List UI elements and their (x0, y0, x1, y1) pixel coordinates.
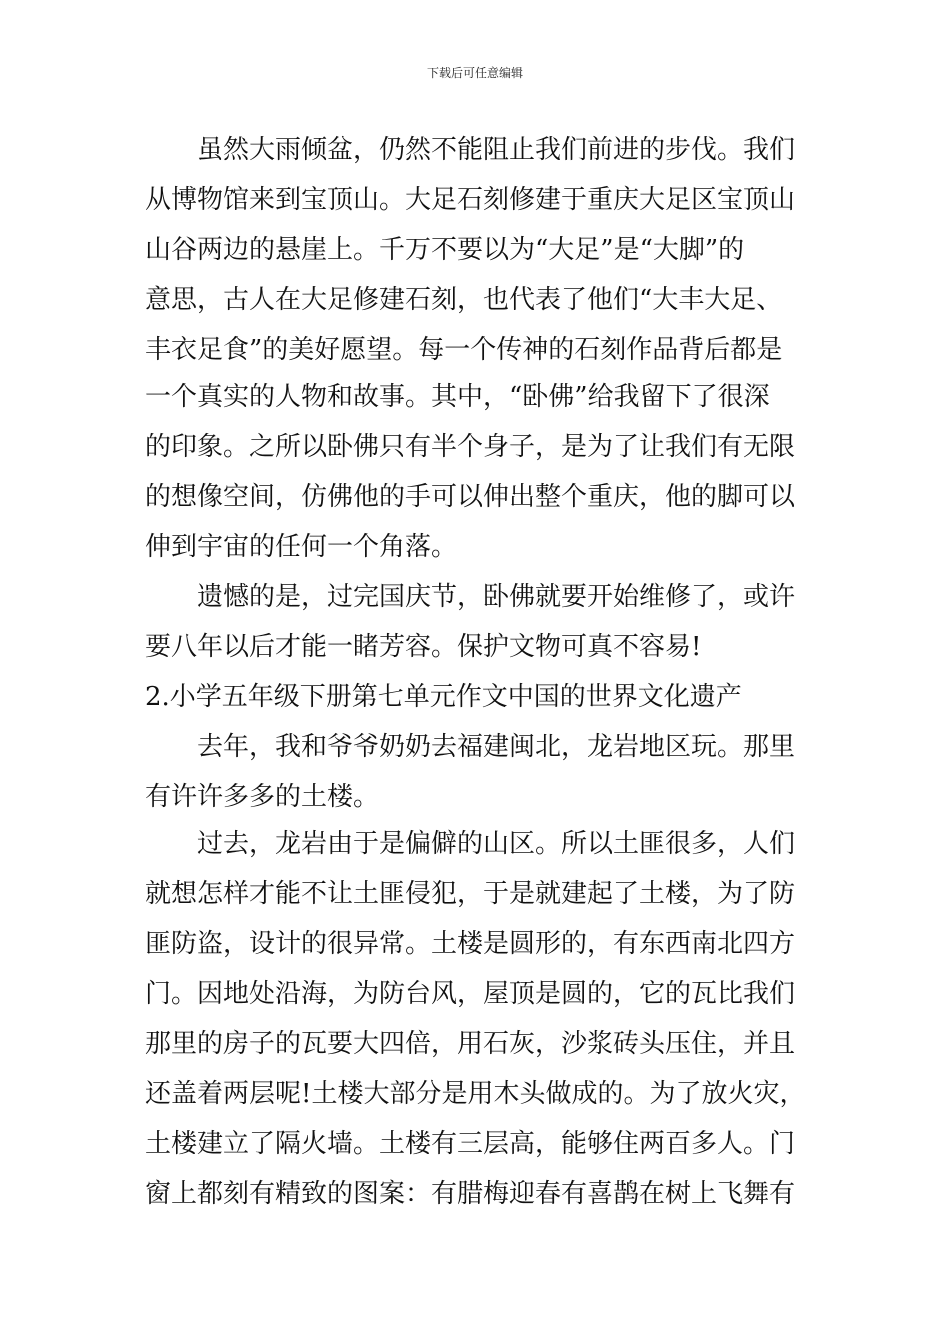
text-line: 那里的房子的瓦要大四倍，用石灰，沙浆砖头压住，并且 (145, 1029, 796, 1059)
page-header: 下载后可任意编辑 (426, 66, 523, 80)
text-line: 丰衣足食”的美好愿望。每一个传神的石刻作品背后都是 (145, 335, 783, 365)
section-heading: 2.小学五年级下册第七单元作文中国的世界文化遗产 (145, 682, 742, 712)
text-line: 的想像空间，仿佛他的手可以伸出整个重庆，他的脚可以 (145, 482, 796, 512)
text-line: 有许许多多的土楼。 (145, 782, 380, 812)
text-line: 遗憾的是，过完国庆节，卧佛就要开始维修了，或许 (197, 582, 796, 612)
text-line: 还盖着两层呢!土楼大部分是用木头做成的。为了放火灾， (145, 1079, 806, 1109)
text-line: 虽然大雨倾盆，仍然不能阻止我们前进的步伐。我们 (197, 135, 796, 165)
text-line: 一个真实的人物和故事。其中，“卧佛”给我留下了很深 (145, 382, 770, 412)
text-line: 从博物馆来到宝顶山。大足石刻修建于重庆大足区宝顶山 (145, 185, 796, 215)
text-line: 意思，古人在大足修建石刻，也代表了他们“大丰大足、 (145, 285, 783, 315)
text-line: 过去，龙岩由于是偏僻的山区。所以土匪很多，人们 (197, 829, 796, 859)
text-line: 窗上都刻有精致的图案：有腊梅迎春有喜鹊在树上飞舞有 (145, 1179, 796, 1209)
text-line: 要八年以后才能一睹芳容。保护文物可真不容易! (145, 632, 702, 662)
text-line: 就想怎样才能不让土匪侵犯，于是就建起了土楼，为了防 (145, 879, 796, 909)
text-line: 门。因地处沿海，为防台风，屋顶是圆的，它的瓦比我们 (145, 979, 796, 1009)
text-line: 匪防盗，设计的很异常。土楼是圆形的，有东西南北四方 (145, 929, 796, 959)
text-line: 土楼建立了隔火墙。土楼有三层高，能够住两百多人。门 (145, 1129, 796, 1159)
text-line: 的印象。之所以卧佛只有半个身子，是为了让我们有无限 (145, 432, 796, 462)
text-line: 伸到宇宙的任何一个角落。 (145, 532, 458, 562)
text-line: 去年，我和爷爷奶奶去福建闽北，龙岩地区玩。那里 (197, 732, 796, 762)
text-line: 山谷两边的悬崖上。千万不要以为“大足”是“大脚”的 (145, 235, 745, 265)
